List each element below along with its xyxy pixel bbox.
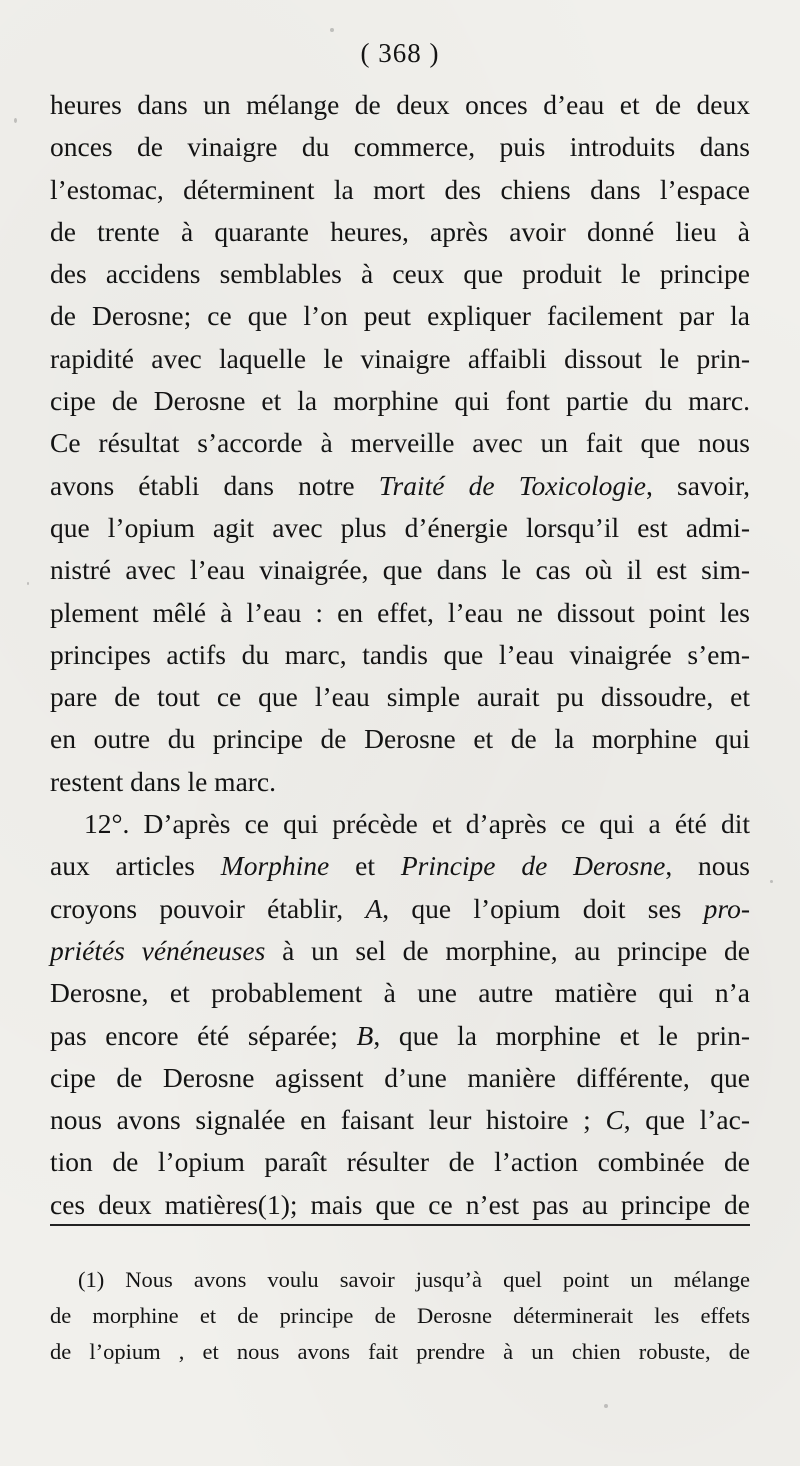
italic-text: pro- [703,892,750,924]
footnote [50,1262,750,1370]
text-segment: pas encore été séparée; [50,1019,357,1051]
text-segment: , que l’ac- [623,1104,750,1136]
italic-text: Traité de Toxicologie [378,469,646,501]
text-line [50,845,750,887]
text-segment: , savoir, [646,469,750,501]
text-line [50,1057,750,1099]
text-segment: croyons pouvoir établir, [50,892,366,924]
text-line [50,211,750,253]
paper-speck [14,118,17,123]
text-segment: de Derosne; ce que l’on peut expliquer facilement par la [50,300,750,332]
footnote-line: (1) Nous avons voulu savoir jusqu’à quel point un mélange [78,1267,750,1292]
text-line [50,761,750,803]
text-segment: ces deux matières(1); mais que ce n’est pas au principe de [50,1188,750,1220]
body-text [50,84,750,1226]
text-segment: et [329,850,401,882]
text-segment: aux articles [50,850,221,882]
paper-speck [604,1404,608,1408]
text-segment: principes actifs du marc, tandis que l’eau vinaigrée s’em- [50,638,750,670]
text-line [50,253,750,295]
text-segment: , que l’opium doit ses [382,892,704,924]
text-segment: Derosne, et probablement à une autre matière qui n’a [50,977,750,1009]
text-line [50,592,750,634]
text-line [50,465,750,507]
footnote-line: de morphine et de principe de Derosne déterminerait les effets [50,1303,750,1328]
text-segment: heures dans un mélange de deux onces d’eau et de deux [50,89,750,120]
italic-text: Principe de Derosne [400,850,666,882]
text-line [50,338,750,380]
paper-speck [330,28,334,32]
text-segment: , nous [665,850,750,882]
paper-speck [770,880,773,883]
text-line [50,169,750,211]
page-number: ( 368 ) [360,38,440,68]
text-line [50,803,750,845]
text-segment: l’estomac, déterminent la mort des chiens dans l’espace [50,173,750,205]
text-segment: cipe de Derosne et la morphine qui font partie du marc. [50,385,750,417]
text-line [50,930,750,972]
text-line [50,295,750,337]
footnote-rule [50,1224,750,1226]
text-segment: pare de tout ce que l’eau simple aurait pu dissoudre, et [50,681,750,713]
text-segment: 12°. D’après ce qui précède et d’après ce qui a été dit [84,808,750,840]
text-segment: plement mêlé à l’eau : en effet, l’eau ne dissout point les [50,596,750,628]
italic-text: priétés vénéneuses [50,934,266,966]
text-line [50,549,750,591]
text-line [50,1099,750,1141]
text-segment: à un sel de morphine, au principe de [265,934,750,966]
text-segment: nous avons signalée en faisant leur histoire ; [50,1104,606,1136]
text-segment: tion de l’opium paraît résulter de l’action combinée de [50,1146,750,1178]
italic-text: Morphine [220,850,330,882]
italic-text: B [356,1019,374,1051]
text-line [50,676,750,718]
text-segment: nistré avec l’eau vinaigrée, que dans le cas où il est sim- [50,554,750,586]
footnote-line: de l’opium , et nous avons fait prendre à un chien robuste, de [50,1339,750,1364]
text-segment: , que la morphine et le prin- [373,1019,750,1051]
italic-text: C [605,1104,624,1136]
text-segment: de trente à quarante heures, après avoir donné lieu à [50,215,750,247]
text-line [50,1184,750,1226]
text-segment: que l’opium agit avec plus d’énergie lorsqu’il est admi- [50,511,750,543]
text-segment: avons établi dans notre [50,469,379,501]
text-line [50,126,750,168]
text-line [50,1015,750,1057]
text-segment: rapidité avec laquelle le vinaigre affaibli dissout le prin- [50,342,750,374]
text-segment: des accidens semblables à ceux que produit le principe [50,258,750,290]
text-line [50,380,750,422]
text-line [50,422,750,464]
text-line [50,718,750,760]
text-line [50,84,750,126]
text-line [50,888,750,930]
text-line [50,507,750,549]
text-line [50,972,750,1014]
text-segment: onces de vinaigre du commerce, puis introduits dans [50,131,750,163]
text-segment: restent dans le marc. [50,765,277,797]
italic-text: A [365,892,383,924]
paper-speck [27,582,29,585]
text-segment: Ce résultat s’accorde à merveille avec un fait que nous [50,427,750,459]
text-segment: cipe de Derosne agissent d’une manière différente, que [50,1061,750,1093]
text-line [50,1141,750,1183]
text-line [50,634,750,676]
text-segment: en outre du principe de Derosne et de la morphine qui [50,723,750,755]
